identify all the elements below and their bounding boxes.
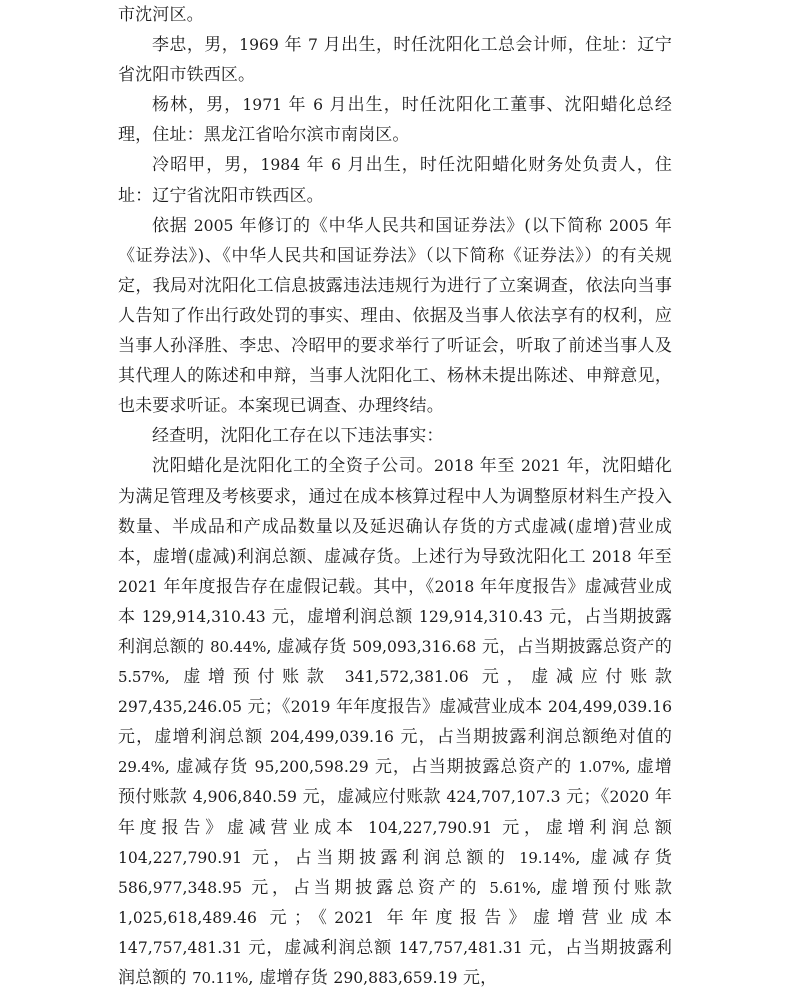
percentage-value: 5.61% xyxy=(489,878,537,897)
numeric-value: 2005 xyxy=(193,216,234,235)
numeric-value: 509,093,316.68 xyxy=(352,637,477,656)
numeric-value: 204,499,039.16 xyxy=(547,698,672,717)
numeric-value: 147,757,481.31 xyxy=(118,938,243,957)
numeric-value: 95,200,598.29 xyxy=(254,758,369,777)
numeric-value: 1984 xyxy=(260,156,301,175)
paragraph-legal-basis: 依据 2005 年修订的《中华人民共和国证券法》(以下简称 2005 年《证券法》)、《中华人民共和国证券法》（以下简称《证券法》）的有关规定，我局对沈阳化工信息披露违法违规行为进行了立案调查，依法向当事人告知了作出行政处罚的事实、理由、依据及当事人依法享有的权利，应当事人孙泽胜、李忠、冷昭甲的要求举行了听证会，听取了前述当事人及其代理人的陈述和申辩，当事人沈阳化工、杨林未提出陈述、申辩意见，也未要求听证。本案现已调查、办理终结。 xyxy=(118,215,672,417)
numeric-value: 341,572,381.06 xyxy=(344,668,469,687)
numeric-value: 2021 xyxy=(118,577,158,596)
numeric-value: 129,914,310.43 xyxy=(141,607,266,626)
numeric-value: 2020 xyxy=(609,788,650,807)
numeric-value: 290,883,659.19 xyxy=(333,969,458,987)
percentage-value: 5.57% xyxy=(118,668,165,687)
numeric-value: 2018 xyxy=(434,577,475,596)
numeric-value: 129,914,310.43 xyxy=(418,607,543,626)
percentage-value: 29.4% xyxy=(118,758,165,777)
numeric-value: 2021 xyxy=(334,908,374,927)
numeric-value: 6 xyxy=(331,156,342,175)
numeric-value: 1969 xyxy=(239,36,279,55)
paragraph-person-yang-lin: 杨林，男，1971 年 6 月出生，时任沈阳化工董事、沈阳蜡化总经理，住址：黑龙江省哈尔滨市南岗区。 xyxy=(118,95,673,146)
numeric-value: 147,757,481.31 xyxy=(398,938,523,957)
numeric-value: 424,707,107.3 xyxy=(446,788,561,807)
numeric-value: 6 xyxy=(313,96,324,115)
document-text-column xyxy=(118,0,672,993)
paragraph-person-li-zhong: 李忠，男，1969 年 7 月出生，时任沈阳化工总会计师，住址：辽宁省沈阳市铁西区。 xyxy=(118,35,673,86)
numeric-value: 7 xyxy=(307,36,318,55)
paragraph-continuation: 市沈河区。 xyxy=(118,5,204,25)
numeric-value: 1971 xyxy=(242,96,283,115)
numeric-value: 297,435,246.05 xyxy=(118,698,243,717)
numeric-value: 586,977,348.95 xyxy=(118,878,243,897)
percentage-value: 80.44% xyxy=(210,637,267,656)
paragraph-person-leng-zhaojia: 冷昭甲，男，1984 年 6 月出生，时任沈阳蜡化财务处负责人，住址：辽宁省沈阳市铁西区。 xyxy=(118,155,672,206)
percentage-value: 19.14% xyxy=(519,848,576,867)
numeric-value: 1,025,618,489.46 xyxy=(118,908,257,927)
paragraph-findings-detail: 沈阳蜡化是沈阳化工的全资子公司。2018 年至 2021 年，沈阳蜡化为满足管理及考核要求，通过在成本核算过程中人为调整原材料生产投入数量、半成品和产成品数量以及延迟确认存货的方式虚减(虚增)营业成本，虚增(虚减)利润总额、虚减存货。上述行为导致沈阳化工 2018 年至 2021 年年度报告存在虚假记载。其中，《2018 年年度报告》虚减营业成本 129,914,310.43 元，虚增利润总额 129,914,310.43 元，占当期披露利润总额的 80.44%, 虚减存货 509,093,316.68 元，占当期披露总资产的 5.57%, 虚增预付账款 341,572,381.06 元，虚减应付账款 297,435,246.05 元；《2019 年年度报告》虚减营业成本 204,499,039.16 元，虚增利润总额 204,499,039.16 元，占当期披露利润总额绝对值的 29.4%, 虚减存货 95,200,598.29 元，占当期披露总资产的 1.07%, 虚增预付账款 4,906,840.59 元，虚减应付账款 424,707,107.3 元；《2020 年年度报告》虚减营业成本 104,227,790.91 元，虚增利润总额 104,227,790.91 元，占当期披露利润总额的 19.14%, 虚减存货 586,977,348.95 元，占当期披露总资产的 5.61%, 虚增预付账款 1,025,618,489.46 元；《2021 年年度报告》虚增营业成本 147,757,481.31 元，虚减利润总额 147,757,481.31 元，占当期披露利润总额的 70.11%, 虚增存货 290,883,659.19 元， xyxy=(118,456,672,988)
numeric-value: 2019 xyxy=(290,698,331,717)
numeric-value: 104,227,790.91 xyxy=(368,818,493,837)
percentage-value: 70.11% xyxy=(192,969,249,987)
paragraph-section-heading-findings: 经查明，沈阳化工存在以下违法事实： xyxy=(152,426,444,447)
numeric-value: 2021 xyxy=(521,457,561,476)
numeric-value: 2005 xyxy=(608,216,649,235)
numeric-value: 204,499,039.16 xyxy=(269,728,394,747)
numeric-value: 104,227,790.91 xyxy=(118,848,243,867)
numeric-value: 2018 xyxy=(591,547,632,566)
numeric-value: 2018 xyxy=(434,457,474,476)
numeric-value: 4,906,840.59 xyxy=(192,788,297,807)
percentage-value: 1.07% xyxy=(578,758,626,777)
